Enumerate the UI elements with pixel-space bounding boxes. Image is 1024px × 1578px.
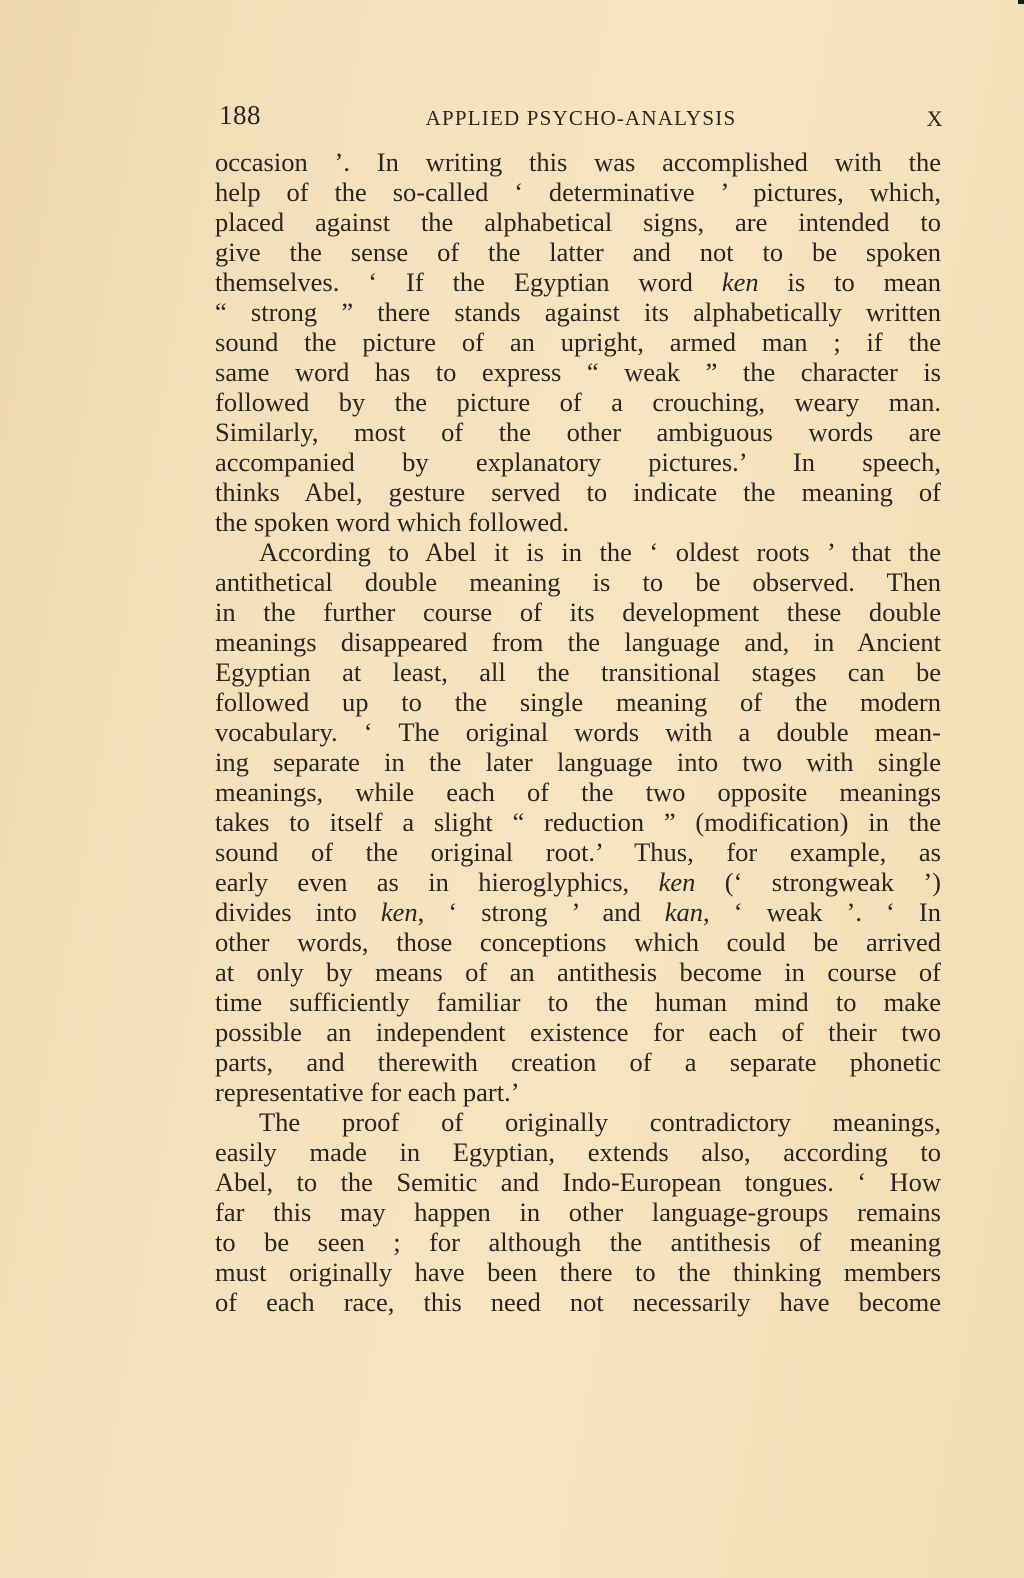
text-line: placed against the alphabetical signs, are intended to	[215, 207, 941, 237]
text-line: accompanied by explanatory pictures.’ In speech,	[215, 447, 941, 477]
text-line: to be seen ; for although the antithesis of meaning	[215, 1227, 941, 1257]
text-line: far this may happen in other language-groups remains	[215, 1197, 941, 1227]
text-line: followed by the picture of a crouching, weary man.	[215, 387, 941, 417]
text-line: time sufficiently familiar to the human mind to make	[215, 987, 941, 1017]
text-line: followed up to the single meaning of the modern	[215, 687, 941, 717]
text-line: meanings, while each of the two opposite meanings	[215, 777, 941, 807]
text-line: ing separate in the later language into two with single	[215, 747, 941, 777]
text-line: antithetical double meaning is to be observed. Then	[215, 567, 941, 597]
text-line: Similarly, most of the other ambiguous words are	[215, 417, 941, 447]
running-title: APPLIED PSYCHO-ANALYSIS	[425, 106, 737, 130]
text-line: meanings disappeared from the language and, in Ancient	[215, 627, 941, 657]
text-line: must originally have been there to the thinking members	[215, 1257, 941, 1287]
text-line: representative for each part.’	[215, 1077, 520, 1107]
text-line: parts, and therewith creation of a separate phonetic	[215, 1047, 941, 1077]
italic-word: ken	[380, 897, 418, 927]
text-line: occasion ’. In writing this was accomplished with the	[215, 147, 941, 177]
italic-word: ken	[658, 867, 696, 897]
text-line: give the sense of the latter and not to be spoken	[215, 237, 941, 267]
text-line: same word has to express “ weak ” the character is	[215, 357, 941, 387]
italic-word: ken	[721, 267, 759, 297]
text-line: early even as in hieroglyphics, ken (‘ strongweak ’)	[215, 867, 942, 897]
text-line: “ strong ” there stands against its alphabetically written	[215, 297, 941, 327]
text-line: sound of the original root.’ Thus, for example, as	[215, 837, 941, 867]
chapter-number: X	[926, 106, 943, 131]
text-line: thinks Abel, gesture served to indicate the meaning of	[215, 477, 941, 507]
text-line: possible an independent existence for each of their two	[215, 1017, 941, 1047]
page-number: 188	[219, 100, 261, 130]
body-text	[215, 147, 941, 1317]
text-line: other words, those conceptions which could be arrived	[215, 927, 941, 957]
text-line: at only by means of an antithesis become in course of	[215, 957, 941, 987]
text-line: of each race, this need not necessarily have become	[215, 1287, 941, 1317]
text-line: themselves. ‘ If the Egyptian word ken is to mean	[215, 267, 941, 297]
text-line: easily made in Egyptian, extends also, according to	[215, 1137, 941, 1167]
italic-word: kan	[664, 897, 704, 927]
text-line: Egyptian at least, all the transitional stages can be	[215, 657, 941, 687]
text-line: vocabulary. ‘ The original words with a double mean-	[215, 717, 941, 747]
text-line: in the further course of its development these double	[215, 597, 941, 627]
text-line: The proof of originally contradictory meanings,	[259, 1107, 941, 1137]
running-head	[219, 100, 943, 132]
scan-corner-mark	[1018, 0, 1024, 4]
text-line: the spoken word which followed.	[215, 507, 569, 537]
text-line: Abel, to the Semitic and Indo-European tongues. ‘ How	[215, 1167, 941, 1197]
text-line: divides into ken, ‘ strong ’ and kan, ‘ weak ’. ‘ In	[215, 897, 942, 927]
text-line: help of the so-called ‘ determinative ’ pictures, which,	[215, 177, 941, 207]
text-line: According to Abel it is in the ‘ oldest roots ’ that the	[259, 537, 941, 567]
text-line: sound the picture of an upright, armed man ; if the	[215, 327, 941, 357]
text-line: takes to itself a slight “ reduction ” (modification) in the	[215, 807, 941, 837]
